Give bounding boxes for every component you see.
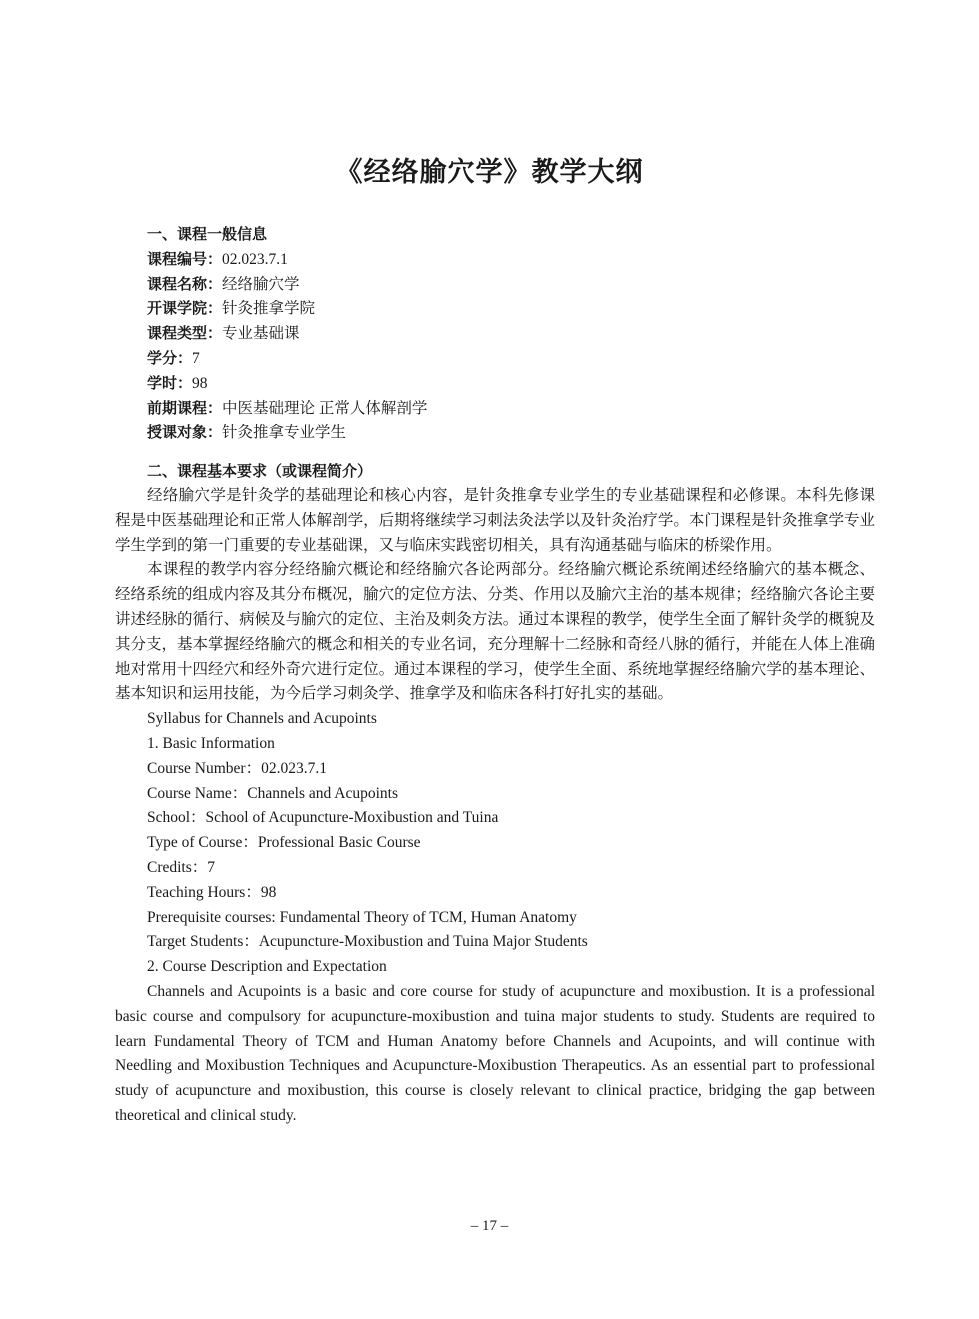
field-value: 专业基础课	[222, 325, 300, 343]
field-label: 授课对象：	[147, 423, 223, 442]
chinese-paragraph: 经络腧穴学是针灸学的基础理论和核心内容，是针灸推拿专业学生的专业基础课程和必修课。本科先修课程是中医基础理论和正常人体解剖学，后期将继续学习刺法灸法学以及针灸治疗学。本门课程是针灸推拿学专业学生学到的第一门重要的专业基础课，又与临床实践密切相关，具有沟通基础与临床的桥梁作用。	[115, 486, 875, 554]
document-title: 《经络腧穴学》教学大纲	[335, 157, 644, 188]
field-value: 02.023.7.1	[222, 250, 288, 268]
field-value: 中医基础理论 正常人体解剖学	[222, 399, 428, 417]
section-heading-course-requirements: 二、课程基本要求（或课程简介）	[147, 462, 373, 481]
english-basic-info-heading: 1. Basic Information	[147, 734, 275, 752]
field-label: 前期课程：	[147, 398, 223, 417]
field-target-students	[115, 420, 875, 445]
field-course-number	[115, 247, 875, 272]
field-school	[115, 296, 875, 321]
section-heading-general-info: 一、课程一般信息	[147, 225, 268, 243]
field-value: 针灸推拿专业学生	[222, 424, 347, 442]
page-number: – 17 –	[470, 1218, 509, 1234]
english-field-course-name: Course Name：Channels and Acupoints	[147, 784, 398, 802]
field-value: 98	[192, 374, 208, 392]
english-field-hours: Teaching Hours：98	[147, 883, 277, 901]
field-prerequisites	[115, 396, 875, 421]
field-value: 7	[192, 349, 200, 367]
field-label: 课程编号：	[147, 249, 223, 268]
field-label: 课程类型：	[147, 324, 223, 343]
english-field-school: School：School of Acupuncture-Moxibustion and Tuina	[147, 809, 499, 827]
field-label: 开课学院：	[147, 299, 223, 318]
field-credits	[115, 346, 875, 371]
field-label: 学时：	[147, 373, 193, 392]
field-course-name	[115, 272, 875, 297]
section-gap	[115, 445, 875, 459]
field-label: 学分：	[147, 348, 193, 367]
field-hours	[115, 371, 875, 396]
field-course-type	[115, 321, 875, 346]
english-description-heading: 2. Course Description and Expectation	[147, 958, 387, 976]
course-info-section	[115, 222, 875, 1129]
field-value: 经络腧穴学	[222, 275, 300, 293]
english-field-course-number: Course Number：02.023.7.1	[147, 759, 327, 777]
field-label: 课程名称：	[147, 274, 223, 293]
english-syllabus-title: Syllabus for Channels and Acupoints	[147, 710, 377, 728]
english-field-credits: Credits：7	[147, 858, 216, 876]
field-value: 针灸推拿学院	[222, 300, 316, 318]
chinese-paragraph: 本课程的教学内容分经络腧穴概论和经络腧穴各论两部分。经络腧穴概论系统阐述经络腧穴的基本概念、经络系统的组成内容及其分布概况，腧穴的定位方法、分类、作用以及腧穴主治的基本规律；经络腧穴各论主要讲述经脉的循行、病候及与腧穴的定位、主治及刺灸方法。通过本课程的教学，使学生全面了解针灸学的概貌及其分支，基本掌握经络腧穴的概念和相关的专业名词，充分理解十二经脉和奇经八脉的循行，并能在人体上准确地对常用十四经穴和经外奇穴进行定位。通过本课程的学习，使学生全面、系统地掌握经络腧穴学的基本理论、基本知识和运用技能，为今后学习刺灸学、推拿学及和临床各科打好扎实的基础。	[115, 561, 875, 703]
english-description-paragraph: Channels and Acupoints is a basic and core course for study of acupuncture and moxibustion. It is a professional basic course and compulsory for acupuncture-moxibustion and tuina major students to study. Students are required to learn Fundamental Theory of TCM and Human Anatomy before Channels and Acupoints, and will continue with Needling and Moxibustion Techniques and Acupuncture-Moxibustion Therapeutics. As an essential part to professional study of acupuncture and moxibustion, this course is closely relevant to clinical practice, bridging the gap between theoretical and clinical study.	[115, 982, 875, 1124]
english-field-course-type: Type of Course：Professional Basic Course	[147, 834, 421, 852]
english-field-target-students: Target Students：Acupuncture-Moxibustion and Tuina Major Students	[147, 933, 588, 951]
english-field-prerequisites: Prerequisite courses: Fundamental Theory of TCM, Human Anatomy	[147, 908, 577, 926]
